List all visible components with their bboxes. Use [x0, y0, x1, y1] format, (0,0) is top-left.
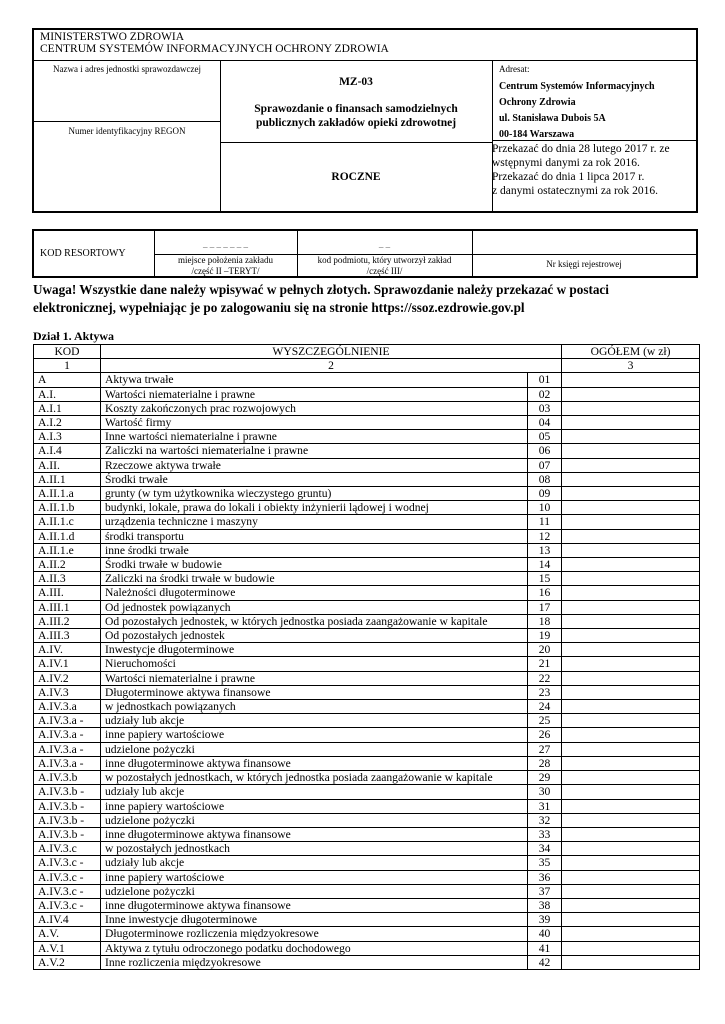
table-row — [34, 827, 700, 841]
row-total-value-input[interactable] — [562, 472, 700, 486]
row-number: 15 — [528, 572, 562, 586]
row-number: 25 — [528, 714, 562, 728]
row-code: A.IV.3.c - — [34, 870, 101, 884]
col-number-3: 3 — [562, 359, 700, 373]
row-total-value-input[interactable] — [562, 572, 700, 586]
table-row — [34, 543, 700, 557]
row-code: A.I.3 — [34, 430, 101, 444]
row-total-value-input[interactable] — [562, 771, 700, 785]
row-description: inne środki trwałe — [101, 543, 528, 557]
row-code: A.IV.4 — [34, 913, 101, 927]
section-title: Dział 1. Aktywa — [33, 329, 114, 343]
row-total-value-input[interactable] — [562, 529, 700, 543]
row-description: grunty (w tym użytkownika wieczystego gruntu) — [101, 487, 528, 501]
row-number: 03 — [528, 401, 562, 415]
row-total-value-input[interactable] — [562, 600, 700, 614]
table-row — [34, 600, 700, 614]
report-period: ROCZNE — [331, 171, 381, 183]
row-total-value-input[interactable] — [562, 685, 700, 699]
row-total-value-input[interactable] — [562, 387, 700, 401]
row-code: A.III.2 — [34, 614, 101, 628]
row-description: udziały lub akcje — [101, 785, 528, 799]
deadline-line-3: Przekazać do dnia 1 lipca 2017 r. — [492, 171, 645, 183]
row-description: w pozostałych jednostkach, w których jednostka posiada zaangażowanie w kapitale — [101, 771, 528, 785]
row-number: 37 — [528, 884, 562, 898]
row-code: A.II. — [34, 458, 101, 472]
teryt-input[interactable]: _ _ _ _ _ _ _ — [203, 239, 248, 249]
table-row — [34, 771, 700, 785]
row-number: 08 — [528, 472, 562, 486]
row-description: Inne rozliczenia międzyokresowe — [101, 955, 528, 969]
row-total-value-input[interactable] — [562, 728, 700, 742]
row-code: A.IV.3.b - — [34, 785, 101, 799]
row-total-value-input[interactable] — [562, 458, 700, 472]
row-code: A.IV.3.b - — [34, 799, 101, 813]
form-header — [32, 28, 698, 213]
row-total-value-input[interactable] — [562, 373, 700, 387]
notice — [33, 281, 723, 317]
row-code: A.V.1 — [34, 941, 101, 955]
row-number: 27 — [528, 742, 562, 756]
row-description: Zaliczki na wartości niematerialne i prawne — [101, 444, 528, 458]
row-code: A.III. — [34, 586, 101, 600]
unit-name-label: Nazwa i adres jednostki sprawozdawczej — [53, 64, 201, 74]
row-total-value-input[interactable] — [562, 671, 700, 685]
row-total-value-input[interactable] — [562, 643, 700, 657]
row-description: Wartości niematerialne i prawne — [101, 671, 528, 685]
table-row — [34, 955, 700, 969]
table-column-numbers — [34, 359, 700, 373]
row-description: inne papiery wartościowe — [101, 870, 528, 884]
row-total-value-input[interactable] — [562, 430, 700, 444]
table-row — [34, 629, 700, 643]
row-number: 01 — [528, 373, 562, 387]
row-description: budynki, lokale, prawa do lokali i obiekty inżynierii lądowej i wodnej — [101, 501, 528, 515]
row-total-value-input[interactable] — [562, 898, 700, 912]
founder-label-line-2: /część III/ — [366, 266, 403, 276]
form-title-line-2: publicznych zakładów opieki zdrowotnej — [255, 117, 457, 129]
row-total-value-input[interactable] — [562, 558, 700, 572]
row-description: udzielone pożyczki — [101, 884, 528, 898]
row-total-value-input[interactable] — [562, 742, 700, 756]
table-row — [34, 898, 700, 912]
register-number-label: Nr księgi rejestrowej — [546, 259, 622, 269]
row-number: 14 — [528, 558, 562, 572]
row-total-value-input[interactable] — [562, 401, 700, 415]
col-total-header: OGÓŁEM (w zł) — [562, 345, 700, 359]
table-row — [34, 742, 700, 756]
table-row — [34, 515, 700, 529]
row-code: A.I.1 — [34, 401, 101, 415]
row-number: 04 — [528, 416, 562, 430]
row-total-value-input[interactable] — [562, 799, 700, 813]
row-description: Aktywa trwałe — [101, 373, 528, 387]
row-description: Środki trwałe w budowie — [101, 558, 528, 572]
row-number: 02 — [528, 387, 562, 401]
row-number: 41 — [528, 941, 562, 955]
table-row — [34, 913, 700, 927]
department-code-box — [32, 229, 698, 278]
row-code: A — [34, 373, 101, 387]
row-number: 30 — [528, 785, 562, 799]
table-row — [34, 373, 700, 387]
row-code: A.V.2 — [34, 955, 101, 969]
register-number-input[interactable] — [472, 233, 696, 253]
deadline-info — [492, 142, 670, 198]
row-number: 06 — [528, 444, 562, 458]
table-row — [34, 558, 700, 572]
row-number: 29 — [528, 771, 562, 785]
table-row — [34, 472, 700, 486]
table-row — [34, 685, 700, 699]
notice-line-1: Uwaga! Wszystkie dane należy wpisywać w pełnych złotych. Sprawozdanie należy przekazać w postaci — [33, 282, 609, 297]
row-code: A.II.1.a — [34, 487, 101, 501]
row-description: Koszty zakończonych prac rozwojowych — [101, 401, 528, 415]
row-description: udziały lub akcje — [101, 856, 528, 870]
department-code-label: KOD RESORTOWY — [40, 248, 126, 259]
col-number-2: 2 — [101, 359, 562, 373]
deadline-line-4: z danymi ostatecznymi za rok 2016. — [492, 185, 659, 197]
row-description: Rzeczowe aktywa trwałe — [101, 458, 528, 472]
table-row — [34, 401, 700, 415]
row-code: A.II.1.e — [34, 543, 101, 557]
table-row — [34, 529, 700, 543]
row-number: 35 — [528, 856, 562, 870]
row-description: udzielone pożyczki — [101, 813, 528, 827]
row-description: udziały lub akcje — [101, 714, 528, 728]
row-code: A.IV.1 — [34, 657, 101, 671]
row-code: A.IV.3.a - — [34, 742, 101, 756]
table-row — [34, 487, 700, 501]
table-row — [34, 458, 700, 472]
assets-table — [33, 344, 700, 970]
table-row — [34, 799, 700, 813]
row-description: udzielone pożyczki — [101, 742, 528, 756]
row-total-value-input[interactable] — [562, 614, 700, 628]
row-description: Wartości niematerialne i prawne — [101, 387, 528, 401]
row-description: Od jednostek powiązanych — [101, 600, 528, 614]
row-total-value-input[interactable] — [562, 515, 700, 529]
table-row — [34, 927, 700, 941]
col-desc-header: WYSZCZEGÓLNIENIE — [101, 345, 562, 359]
table-row — [34, 884, 700, 898]
table-row — [34, 941, 700, 955]
row-total-value-input[interactable] — [562, 629, 700, 643]
col-kod-header: KOD — [34, 345, 101, 359]
row-description: Zaliczki na środki trwałe w budowie — [101, 572, 528, 586]
row-description: Długoterminowe rozliczenia międzyokresowe — [101, 927, 528, 941]
row-total-value-input[interactable] — [562, 586, 700, 600]
deadline-line-1: Przekazać do dnia 28 lutego 2017 r. ze — [492, 143, 670, 155]
row-number: 21 — [528, 657, 562, 671]
addressee-label: Adresat: — [499, 64, 530, 74]
table-row — [34, 643, 700, 657]
row-description: Aktywa z tytułu odroczonego podatku dochodowego — [101, 941, 528, 955]
table-row — [34, 444, 700, 458]
row-total-value-input[interactable] — [562, 756, 700, 770]
row-code: A.IV.3.a - — [34, 714, 101, 728]
row-description: w jednostkach powiązanych — [101, 700, 528, 714]
row-code: A.I. — [34, 387, 101, 401]
row-total-value-input[interactable] — [562, 444, 700, 458]
addressee-line-3: ul. Stanisława Dubois 5A — [499, 113, 606, 124]
row-number: 18 — [528, 614, 562, 628]
row-total-value-input[interactable] — [562, 813, 700, 827]
row-code: A.IV.3.b — [34, 771, 101, 785]
table-row — [34, 416, 700, 430]
row-total-value-input[interactable] — [562, 785, 700, 799]
table-row — [34, 657, 700, 671]
row-total-value-input[interactable] — [562, 543, 700, 557]
col-number-1: 1 — [34, 359, 101, 373]
row-description: inne długoterminowe aktywa finansowe — [101, 756, 528, 770]
teryt-label-line-2: /część II –TERYT/ — [191, 266, 260, 276]
table-row — [34, 387, 700, 401]
row-code: A.IV.3.b - — [34, 813, 101, 827]
row-total-value-input[interactable] — [562, 927, 700, 941]
row-description: urządzenia techniczne i maszyny — [101, 515, 528, 529]
form-title-line-1: Sprawozdanie o finansach samodzielnych — [254, 103, 458, 115]
row-code: A.IV.3.c — [34, 842, 101, 856]
row-number: 22 — [528, 671, 562, 685]
row-number: 20 — [528, 643, 562, 657]
row-total-value-input[interactable] — [562, 842, 700, 856]
table-row — [34, 714, 700, 728]
row-description: Od pozostałych jednostek — [101, 629, 528, 643]
row-number: 26 — [528, 728, 562, 742]
table-row — [34, 756, 700, 770]
row-description: Od pozostałych jednostek, w których jednostka posiada zaangażowanie w kapitale — [101, 614, 528, 628]
row-code: A.IV.3.b - — [34, 827, 101, 841]
founder-code-input[interactable]: _ _ — [378, 239, 391, 249]
row-number: 32 — [528, 813, 562, 827]
row-number: 28 — [528, 756, 562, 770]
teryt-label — [154, 255, 297, 277]
table-header — [34, 345, 700, 359]
row-total-value-input[interactable] — [562, 955, 700, 969]
row-number: 16 — [528, 586, 562, 600]
row-total-value-input[interactable] — [562, 501, 700, 515]
table-row — [34, 501, 700, 515]
row-code: A.V. — [34, 927, 101, 941]
row-code: A.IV.3.a - — [34, 756, 101, 770]
row-description: Inne wartości niematerialne i prawne — [101, 430, 528, 444]
row-number: 10 — [528, 501, 562, 515]
row-number: 42 — [528, 955, 562, 969]
row-code: A.III.3 — [34, 629, 101, 643]
table-row — [34, 813, 700, 827]
row-number: 17 — [528, 600, 562, 614]
row-number: 31 — [528, 799, 562, 813]
row-number: 13 — [528, 543, 562, 557]
row-number: 33 — [528, 827, 562, 841]
notice-line-2: elektronicznej, wypełniając je po zalogowaniu się na stronie https://ssoz.ezdrowie.gov.pl — [33, 300, 525, 315]
table-row — [34, 614, 700, 628]
row-number: 38 — [528, 898, 562, 912]
row-code: A.II.1.c — [34, 515, 101, 529]
table-row — [34, 856, 700, 870]
table-row — [34, 586, 700, 600]
row-number: 34 — [528, 842, 562, 856]
row-number: 36 — [528, 870, 562, 884]
row-description: Należności długoterminowe — [101, 586, 528, 600]
row-total-value-input[interactable] — [562, 657, 700, 671]
row-code: A.II.3 — [34, 572, 101, 586]
row-code: A.II.2 — [34, 558, 101, 572]
addressee-line-4: 00-184 Warszawa — [499, 129, 575, 140]
row-number: 24 — [528, 700, 562, 714]
row-number: 05 — [528, 430, 562, 444]
table-row — [34, 870, 700, 884]
regon-label: Numer identyfikacyjny REGON — [68, 126, 186, 136]
table-row — [34, 728, 700, 742]
row-description: inne długoterminowe aktywa finansowe — [101, 898, 528, 912]
row-description: Środki trwałe — [101, 472, 528, 486]
row-code: A.IV.3.c - — [34, 856, 101, 870]
addressee-line-1: Centrum Systemów Informacyjnych — [499, 81, 655, 92]
row-code: A.IV.2 — [34, 671, 101, 685]
row-code: A.II.1 — [34, 472, 101, 486]
row-number: 39 — [528, 913, 562, 927]
row-number: 40 — [528, 927, 562, 941]
row-code: A.IV.3.c - — [34, 884, 101, 898]
row-total-value-input[interactable] — [562, 856, 700, 870]
row-code: A.IV.3 — [34, 685, 101, 699]
row-code: A.II.1.d — [34, 529, 101, 543]
row-code: A.IV.3.a — [34, 700, 101, 714]
founder-label — [297, 255, 472, 277]
row-number: 07 — [528, 458, 562, 472]
row-total-value-input[interactable] — [562, 913, 700, 927]
row-description: Inne inwestycje długoterminowe — [101, 913, 528, 927]
founder-label-line-1: kod podmiotu, który utworzył zakład — [317, 255, 452, 265]
center-name: CENTRUM SYSTEMÓW INFORMACYJNYCH OCHRONY ZDROWIA — [40, 43, 389, 55]
row-number: 23 — [528, 685, 562, 699]
row-total-value-input[interactable] — [562, 884, 700, 898]
row-code: A.IV.3.c - — [34, 898, 101, 912]
ministry-name: MINISTERSTWO ZDROWIA — [40, 31, 185, 43]
row-total-value-input[interactable] — [562, 870, 700, 884]
row-code: A.III.1 — [34, 600, 101, 614]
deadline-line-2: wstępnymi danymi za rok 2016. — [492, 157, 640, 169]
row-number: 12 — [528, 529, 562, 543]
row-description: w pozostałych jednostkach — [101, 842, 528, 856]
row-number: 11 — [528, 515, 562, 529]
row-description: środki transportu — [101, 529, 528, 543]
table-row — [34, 572, 700, 586]
row-code: A.I.4 — [34, 444, 101, 458]
table-row — [34, 671, 700, 685]
teryt-label-line-1: miejsce położenia zakładu — [178, 255, 273, 265]
row-description: Wartość firmy — [101, 416, 528, 430]
table-row — [34, 842, 700, 856]
table-row — [34, 700, 700, 714]
form-code: MZ-03 — [339, 76, 373, 88]
row-number: 09 — [528, 487, 562, 501]
row-total-value-input[interactable] — [562, 700, 700, 714]
row-description: Długoterminowe aktywa finansowe — [101, 685, 528, 699]
row-description: inne papiery wartościowe — [101, 728, 528, 742]
row-description: Nieruchomości — [101, 657, 528, 671]
row-total-value-input[interactable] — [562, 714, 700, 728]
table-row — [34, 785, 700, 799]
row-description: inne papiery wartościowe — [101, 799, 528, 813]
row-number: 19 — [528, 629, 562, 643]
row-code: A.II.1.b — [34, 501, 101, 515]
table-row — [34, 430, 700, 444]
row-code: A.IV. — [34, 643, 101, 657]
row-code: A.IV.3.a - — [34, 728, 101, 742]
addressee-line-2: Ochrony Zdrowia — [499, 97, 576, 108]
row-total-value-input[interactable] — [562, 827, 700, 841]
row-description: Inwestycje długoterminowe — [101, 643, 528, 657]
row-total-value-input[interactable] — [562, 941, 700, 955]
row-total-value-input[interactable] — [562, 416, 700, 430]
row-code: A.I.2 — [34, 416, 101, 430]
row-description: inne długoterminowe aktywa finansowe — [101, 827, 528, 841]
row-total-value-input[interactable] — [562, 487, 700, 501]
addressee — [499, 79, 655, 143]
